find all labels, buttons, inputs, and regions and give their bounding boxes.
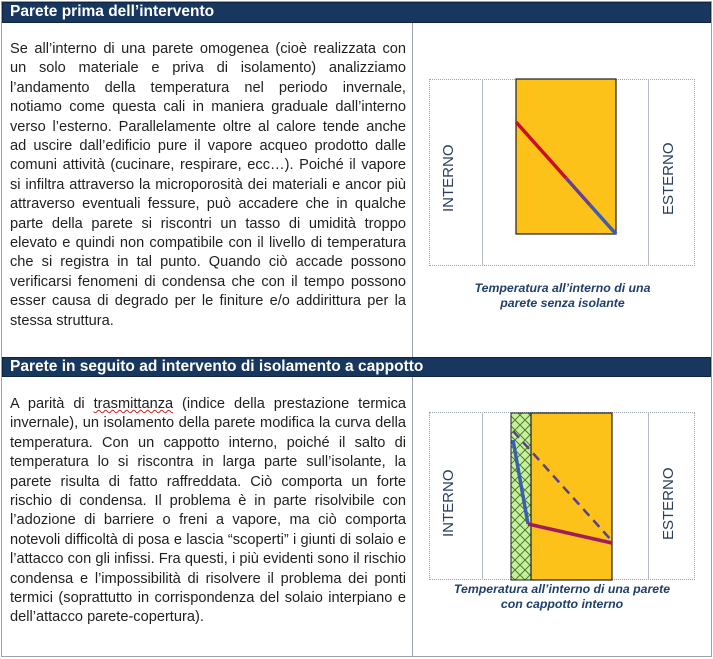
diagram1-caption: Temperatura all’interno di una parete senza isolante: [474, 281, 651, 310]
diagram2-caption: Temperatura all’interno di una parete con cappotto interno: [453, 582, 671, 611]
diagram2-insulation: [511, 413, 531, 580]
section1-title: Parete prima dell’intervento: [10, 3, 215, 20]
diagram2-wall: [531, 413, 612, 580]
diagram2-interno-label: INTERNO: [440, 469, 457, 537]
section2-title: Parete in seguito ad intervento di isolamento a cappotto: [10, 358, 424, 375]
diagram2-esterno-label: ESTERNO: [660, 467, 677, 540]
diagram1-esterno-label: ESTERNO: [660, 142, 677, 215]
section2-body-underlined-word: trasmittanza: [93, 396, 174, 412]
section2-body-rest: (indice della prestazione termica invernale), un isolamento della parete modifica la curva della temperatura. Con un cappotto interno, poiché il salto di temperatura lo si riscontra in larga parte sull’isolante, la parete risulta di fatto raffreddata. Ciò comporta un forte rischio di condensa. Il problema è in parte risolvibile con l’adozione di barriere o freni a vapore, ma ciò comporta notevoli difficoltà di posa e lascia “scoperti” i giunti di solaio e l’attacco con gli infissi. Fra questi, i più evidenti sono il rischio condensa e l’impossibilità di risolvere il problema dei ponti termici (soprattutto in corrispondenza del solaio interpiano e dell’attacco parete-copertura).: [10, 396, 406, 626]
section1-body: Se all’interno di una parete omogenea (cioè realizzata con un solo materiale e priva di isolamento) analizziamo l’andamento della temperatura nel periodo invernale, notiamo come questa cali in maniera graduale dall’interno verso l’esterno. Parallelamente oltre al calore tende anche ad uscire dall’edificio pure il vapore acqueo prodotto dalle comuni attività (cucinare, respirare, ecc…). Poiché il vapore si infiltra attraverso la microporosità dei materiali e ancor più attraverso eventuali fessure, può accadere che in qualche parte della parete si riscontri un tasso di umidità troppo elevato e quindi non compatibile con il livello di temperatura che si registra in tal punto. Quando ciò accade possono verificarsi fenomeni di condensa che con il tempo possono esser causa di degrado per le finiture e/o addirittura per la stessa struttura.: [10, 41, 406, 329]
diagram1-interno-label: INTERNO: [440, 144, 457, 212]
section2-body-start: A parità di: [10, 396, 94, 412]
